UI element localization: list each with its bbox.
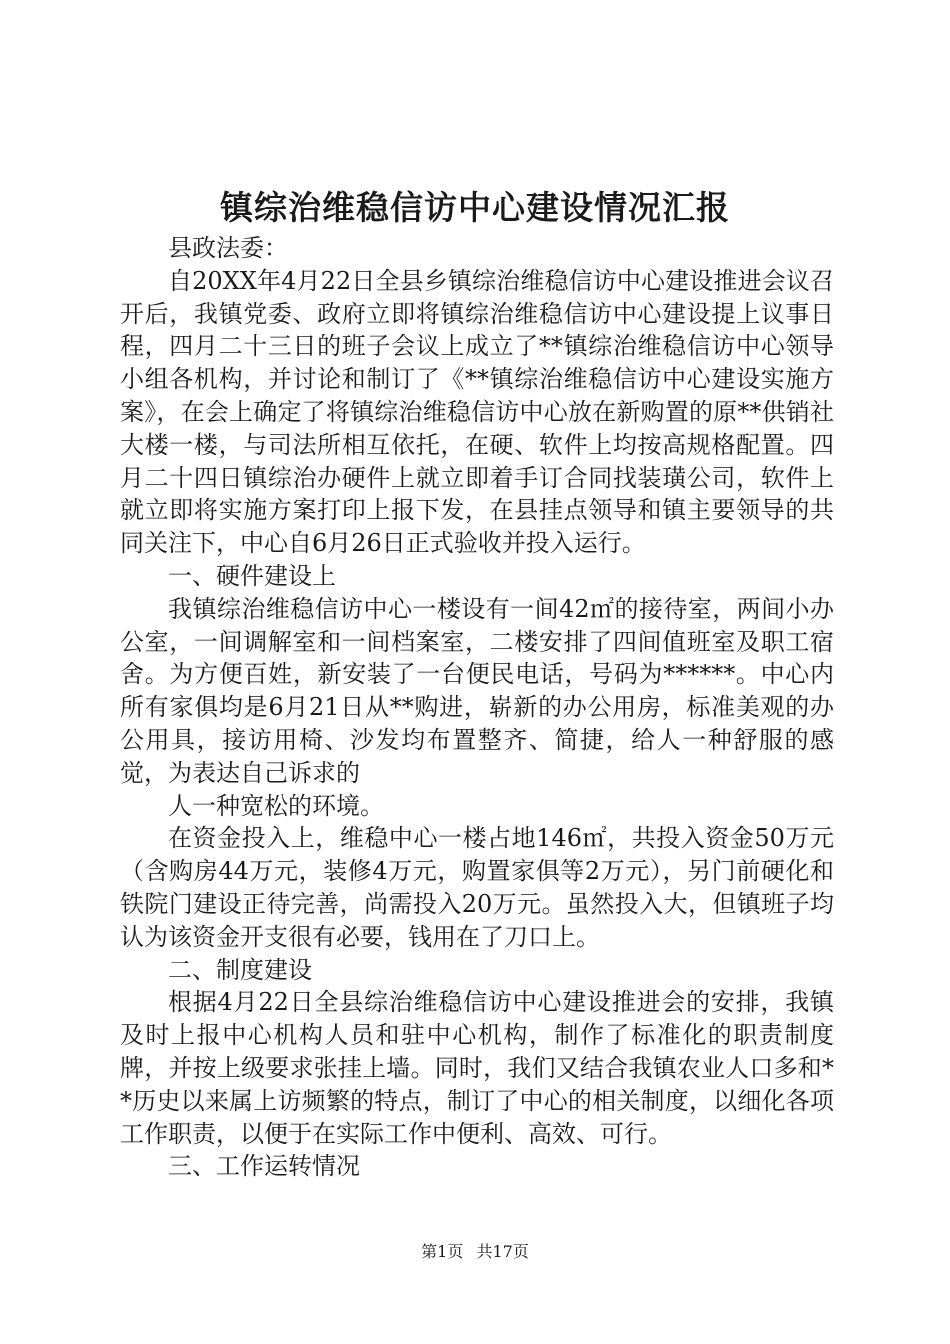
page-total: 共17页 [476, 1242, 529, 1261]
paragraph-system: 根据4月22日全县综治维稳信访中心建设推进会的安排，我镇及时上报中心机构人员和驻中心机构，制作了标准化的职责制度牌，并按上级要求张挂上墙。同时，我们又结合我镇农业人口多和**历史以来属上访频繁的特点，制订了中心的相关制度，以细化各项工作职责，以便于在实际工作中便利、高效、可行。 [120, 988, 834, 1148]
paragraph-intro: 自20XX年4月22日全县乡镇综治维稳信访中心建设推进会议召开后，我镇党委、政府立即将镇综治维稳信访中心建设提上议事日程，四月二十三日的班子会议上成立了**镇综治维稳信访中心领导小组各机构，并讨论和制订了《**镇综治维稳信访中心建设实施方案》，在会上确定了将镇综治维稳信访中心放在新购置的原**供销社大楼一楼，与司法所相互依托，在硬、软件上均按高规格配置。四月二十四日镇综治办硬件上就立即着手订合同找装璜公司，软件上就立即将实施方案打印上报下发，在县挂点领导和镇主要领导的共同关注下，中心自6月26日正式验收并投入运行。 [120, 266, 834, 558]
paragraph-hardware: 我镇综治维稳信访中心一楼设有一间42㎡的接待室，两间小办公室，一间调解室和一间档案室，二楼安排了四间值班室及职工宿舍。为方便百姓，新安装了一台便民电话，号码为******。中心内所有家俱均是6月21日从**购进，崭新的办公用房，标准美观的办公用具，接访用椅、沙发均布置整齐、简捷，给人一种舒服的感觉，为表达自己诉求的 [120, 594, 834, 787]
salutation: 县政法委： [168, 234, 288, 262]
section-heading-hardware: 一、硬件建设上 [168, 561, 336, 590]
paragraph-funding: 在资金投入上，维稳中心一楼占地146㎡，共投入资金50万元（含购房44万元，装修4万元，购置家俱等2万元），另门前硬化和铁院门建设正待完善，尚需投入20万元。虽然投入大，但镇班子均认为该资金开支很有必要，钱用在了刀口上。 [120, 824, 834, 951]
page-number: 第1页 [421, 1242, 464, 1261]
paragraph-environment: 人一种宽松的环境。 [168, 791, 384, 820]
document-title: 镇综治维稳信访中心建设情况汇报 [220, 188, 730, 227]
page-footer [0, 1241, 950, 1263]
document-body [120, 232, 834, 1183]
section-heading-system: 二、制度建设 [168, 955, 312, 984]
section-heading-operation: 三、工作运转情况 [168, 1152, 360, 1181]
